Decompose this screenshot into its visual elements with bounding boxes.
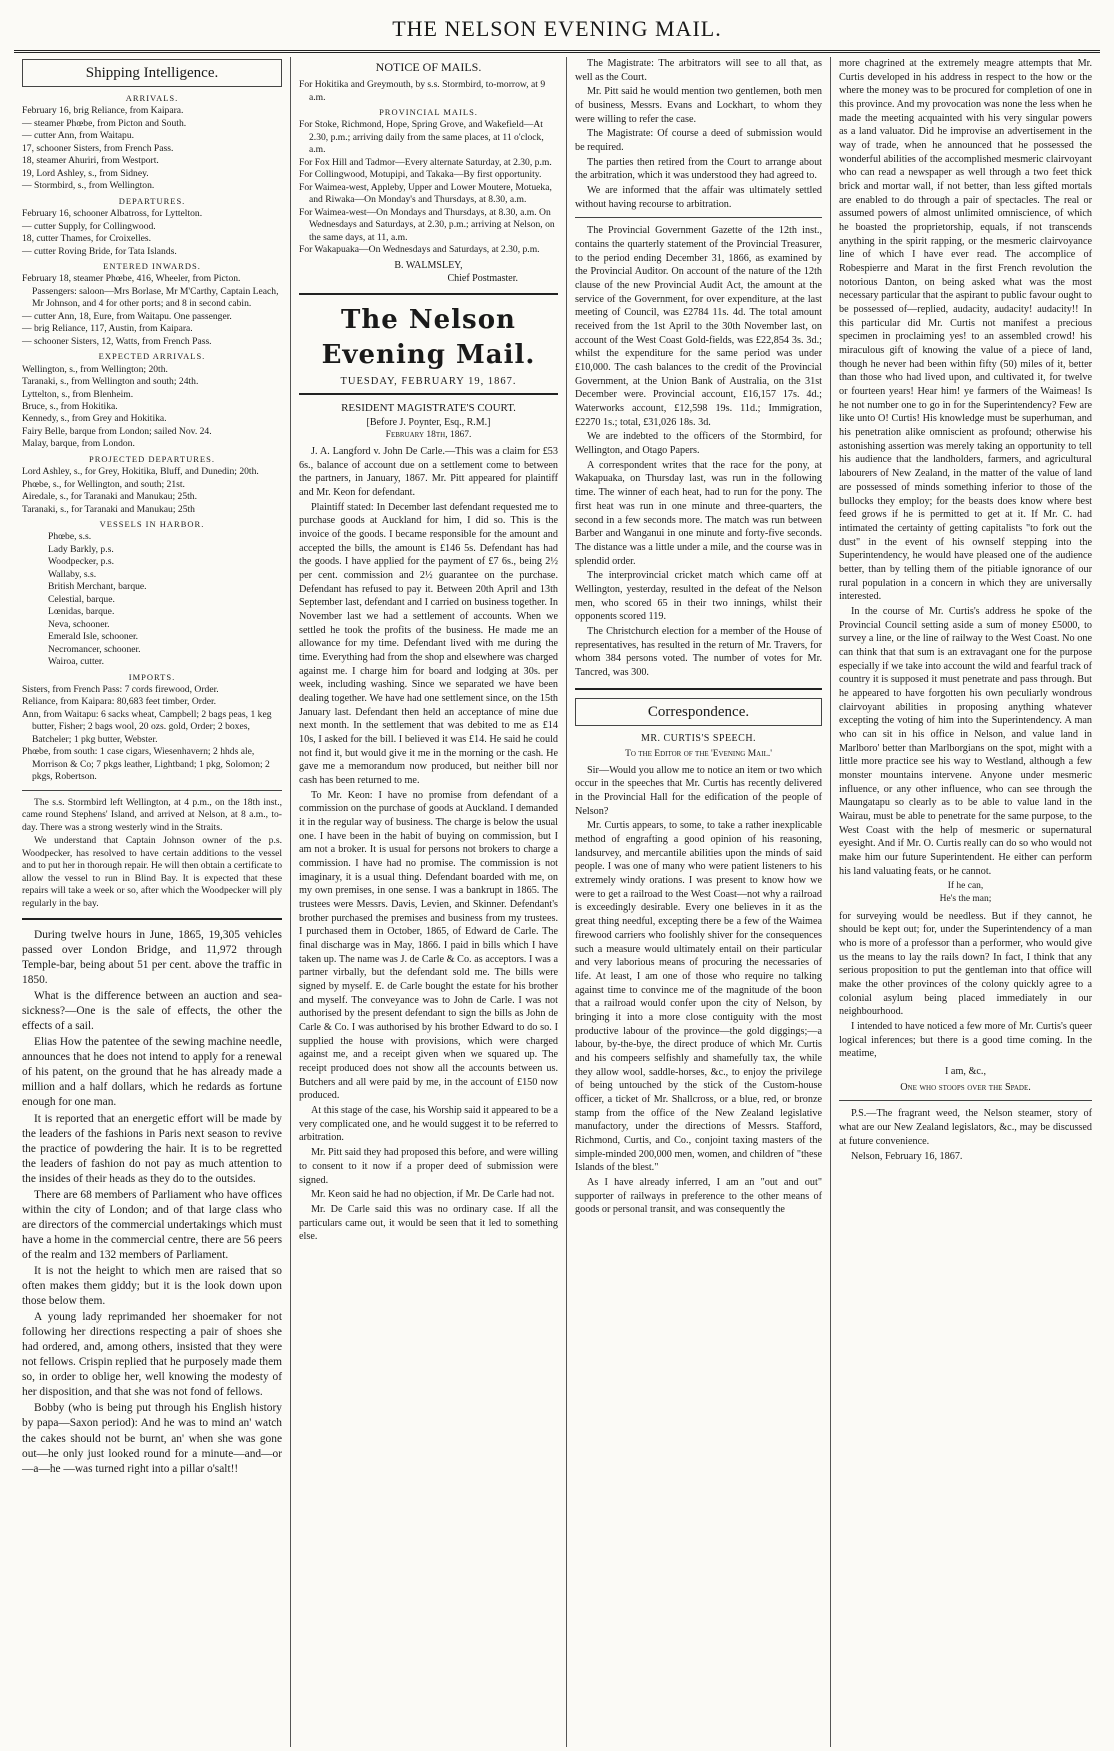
letter-paragraph: As I have already inferred, I am an "out and out" supporter of railways in preference to the other means of goods or personal transit, and was consequently the xyxy=(575,1176,822,1216)
vessels-heading: VESSELS IN HARBOR. xyxy=(99,519,205,530)
paper-title: The Nelson Evening Mail. xyxy=(321,305,536,371)
court-paragraph: The Magistrate: The arbitrators will see to all that, as well as the Court. xyxy=(575,58,822,83)
divider xyxy=(839,1100,1092,1101)
postscript: P.S.—The fragrant weed, the Nelson steamer, story of what are our New Zealand legislators, &c., may be discussed at future convenience. xyxy=(839,1108,1092,1147)
list-item: British Merchant, barque. xyxy=(48,581,147,593)
notice-intro: For Hokitika and Greymouth, by s.s. Stormbird, to-morrow, at 9 a.m. xyxy=(299,79,546,103)
arrivals-list xyxy=(22,105,282,192)
list-item: Wairoa, cutter. xyxy=(48,656,104,668)
court-paragraph: Mr. Keon said he had no objection, if Mr. De Carle had not. xyxy=(311,1189,555,1201)
provincial-heading: PROVINCIAL MAILS. xyxy=(379,107,478,118)
list-item: 19, Lord Ashley, s., from Sidney. xyxy=(22,167,149,179)
issue-date: TUESDAY, FEBRUARY 19, 1867. xyxy=(340,375,517,387)
list-item: Phœbe, s.s. xyxy=(48,531,92,543)
list-item: Fairy Belle, barque from London; sailed Nov. 24. xyxy=(22,425,212,437)
divider xyxy=(299,393,558,395)
news-paragraph: We are indebted to the officers of the Stormbird, for Wellington, and Otago Papers. xyxy=(575,431,822,457)
list-item: Ann, from Waitapu: 6 sacks wheat, Campbell; 2 bags peas, 1 keg butter, Fisher; 2 bags wool, 20 ozs. gold, Order; 2 boxes, Batcheler; 1 pkg butter, Webster. xyxy=(22,708,272,745)
court-paragraph: Mr. De Carle said this was no ordinary case. If all the particulars came out, it would be seen that it led to something else. xyxy=(299,1203,558,1243)
divider xyxy=(299,293,558,295)
list-item: Lœnidas, barque. xyxy=(48,606,115,618)
list-item: Bruce, s., from Hokitika. xyxy=(22,400,118,412)
court-paragraph: The parties then retired from the Court to arrange about the arbitration, which it was understood they had agreed to. xyxy=(575,156,822,182)
mail-item: For Collingwood, Motupipi, and Takaka—By first opportunity. xyxy=(299,169,542,181)
letter-paragraph: Sir—Would you allow me to notice an item or two which occur in the speeches that Mr. Curtis has recently delivered in the Provincial Hall for the edification of the people of Nelson? xyxy=(575,764,822,817)
list-item: Lord Ashley, s., for Grey, Hokitika, Bluff, and Dunedin; 20th. xyxy=(22,466,259,478)
masthead-rule xyxy=(14,50,1100,53)
list-item: Woodpecker, p.s. xyxy=(48,556,114,568)
mail-item: For Fox Hill and Tadmor—Every alternate Saturday, at 2.30, p.m. xyxy=(299,156,552,168)
list-item: Neva, schooner. xyxy=(48,618,110,630)
misc-paragraph: It is reported that an energetic effort will be made by the leaders of the fashions in Paris next season to revive the practice of powdering the hair. It is to be regretted the leaders of fashion do not pay as much attention to the insides of their heads as they do to the outsides. xyxy=(22,1112,282,1185)
misc-paragraph: There are 68 members of Parliament who have offices within the city of London; and of that large class who are directors of the commercial undertakings which must have a home in the commercial centre, there are 56 peers of the realm and 132 members of Parliament. xyxy=(22,1188,282,1261)
list-item: Emerald Isle, schooner. xyxy=(48,631,139,643)
list-item: — brig Reliance, 117, Austin, from Kaipara. xyxy=(22,323,193,335)
list-item: Lady Barkly, p.s. xyxy=(48,543,114,555)
list-item: Taranaki, s., from Wellington and south; 24th. xyxy=(22,376,199,388)
court-paragraph: Mr. Pitt said they had proposed this before, and were willing to consent to it now if a proper deed of submission were signed. xyxy=(299,1147,558,1186)
list-item: Taranaki, s., for Taranaki and Manukau; 25th xyxy=(22,503,195,515)
closing: I am, &c., xyxy=(944,1066,987,1078)
letter-paragraph: Mr. Curtis appears, to some, to take a rather inexplicable method of engrafting a good opinion of his reasoning, landsurvey, and mercantile abilities upon the minds of said people. I was one of many who were patient listeners to his extremely windy orations. I was present to know how we were to get a railroad to the West Coast—not why a railroad is exceedingly desirable. Every one believes in it as the great thing needful, excepting there be a few of the Waimea firewood carriers who foolishly shiver for the consequences such a measure would ultimately entail on their particular and very laborious means of procuring the necessaries of life. At least, I am one of those who require no talking against time to convince me of the magnitude of the boon that a railroad would confer upon the city of Nelson, by bringing it into a more close contiguity with the most productive labour of the province—the gold diggings;—a labour, by-the-bye, the direct produce of which Mr. Curtis and his compeers selfishly and shamefully tax, the while they allow wool, saddle-horses, &c., to enjoy the privilege of being untouched by the stick of the Custom-house officer, a ticket of Mr. Shallcross, or a blue, red, or bronze stamp from the office of the New Zealand legislative manufactory, under the directions of Messrs. Stafford, Richmond, Curtis, and Co., conjoint taxing masters of the simple-minded 200,000 men, women, and children of "these Islands of the blest." xyxy=(575,820,822,1174)
letter-paragraph: In the course of Mr. Curtis's address he spoke of the Provincial Council setting aside a sum of money £5000, to survey a line, or the line of railway to the West Coast. No one can think that that sum is an extravagant one for the purpose especially if we take into account the wild and fearful track of country it is supposed it must penetrate and pass through. But he appeared to have forgotten his own peculiarly wondrous clairvoyant abilities in proposing anything whatever excepting the voting of him into the Superintendency. A man who can sit in his office in Nelson, and value land in Marlboro' better than Marlborgians on the spot, might with a little more practice see his way to Westland, although a few monster mountains intervene. Anyone under mesmeric influence, or any other influence, who can see through the Maungatapu so clearly as to be able to value land in the Wairau, must be able to penetrate for the same purpose, to the West Coast with the help of mesmeric or supernatural eyesight. And if Mr. O. Curtis really can do so who would not make him our future Superintendent. He either can perform his land valuating feats, or he cannot. xyxy=(839,605,1092,877)
column-4 xyxy=(830,57,1100,1747)
list-item: — schooner Sisters, 12, Watts, from French Pass. xyxy=(22,335,212,347)
list-item: — cutter Ann, 18, Eure, from Waitapu. One passenger. xyxy=(22,310,232,322)
place-date: Nelson, February 16, 1867. xyxy=(851,1150,963,1162)
court-before: [Before J. Poynter, Esq., R.M.] xyxy=(366,416,491,428)
divider xyxy=(575,217,822,218)
list-item: Necromancer, schooner. xyxy=(48,643,141,655)
verse-line: He's the man; xyxy=(939,894,992,905)
misc-paragraph: Elias How the patentee of the sewing machine needle, announces that he does not intend to apply for a renewal of his patent, on the ground that he has already made a million and a half dollars, which he redards as fortune enough for one man. xyxy=(22,1036,282,1109)
list-item: Airedale, s., for Taranaki and Manukau; 25th. xyxy=(22,491,197,503)
letter-paragraph: I intended to have noticed a few more of Mr. Curtis's queer logical inferences; but there is a good time coming. In the meatime, xyxy=(839,1021,1092,1060)
divider xyxy=(22,790,282,791)
list-item: 18, cutter Thames, for Croixelles. xyxy=(22,233,152,245)
misc-paragraph: Bobby (who is being put through his English history by papa—Saxon period): And he was to mind an' watch the cakes should not be burnt, an' when she was gone out—he only just looked round for a minute—and—or—a—he —was turned right into a pillar o'salt!! xyxy=(22,1402,282,1475)
imports-heading: IMPORTS. xyxy=(128,671,176,682)
signature-title: Chief Postmaster. xyxy=(447,272,518,284)
imports-list xyxy=(22,684,282,784)
correspondence-title: Correspondence. xyxy=(575,698,822,726)
list-item: — cutter Ann, from Waitapu. xyxy=(22,130,135,142)
projected-heading: PROJECTED DEPARTURES. xyxy=(89,453,215,464)
court-paragraph: The Magistrate: Of course a deed of submission would be required. xyxy=(575,128,822,154)
list-item: 17, schooner Sisters, from French Pass. xyxy=(22,142,174,154)
news-paragraph: The Provincial Government Gazette of the 12th inst., contains the quarterly statement of the Provincial Treasurer, to the period ending December 31, 1866, as examined by the Provincial Auditor. On account of the nature of the 12th clause of the new Provincial Audit Act, the amount at the service of the Government, for over expenditure, at the last meeting of Council, was £2784 11s. 4d. The total amount received from the 1st April to the 30th November last, on account of the West Coast Gold-fields, was £22,854 3s. 3d.; whilst the expenditure for the same period was under £10,000. The cash balances to the credit of the Provincial Government, at the Union Bank of Australia, on the 31st December were. Provincial account, £16,157 17s. 4d.; Waterworks account, £12,598 19s. 11d.; Immigration, £2270 1s.; total, £31,026 18s. 3d. xyxy=(575,225,822,428)
list-item: February 16, schooner Albatross, for Lyttelton. xyxy=(22,208,203,220)
divider xyxy=(575,688,822,690)
shipping-title: Shipping Intelligence. xyxy=(22,59,282,87)
arrivals-heading: ARRIVALS. xyxy=(125,93,179,104)
list-item: — Stormbird, s., from Wellington. xyxy=(22,180,155,192)
notice-title: NOTICE OF MAILS. xyxy=(375,60,482,74)
vessels-list xyxy=(22,531,282,668)
expected-heading: EXPECTED ARRIVALS. xyxy=(98,351,206,362)
signoff: One who stoops over the Spade. xyxy=(900,1081,1031,1093)
court-paragraph: To Mr. Keon: I have no promise from defendant of a commission on the purchase of goods at Auckland. I demanded it in the regular way of business. The charge is below the usual one. I have been in the habit of buying on commission, but I am not a broker. It is usual for persons not brokers to charge a commission. I have had no promise. The commission is not imaginary, it is a usual thing. Defendant boarded with me, on my own premises, in one sense. I was a bankrupt in 1865. The trustees were Messrs. Davis, Levien, and Skinner. Defendant's brother purchased the premises and business from my trustees. I purchased them in October, 1865, of Edward de Carle. The final discharge was in May, 1866. I paid in bills which I have taken up. The name was J. de Carle & Co. as acceptors. I was a partner virbally, but the defendant sold me. The bills were signed by myself. E. de Carle bought the estate for his brother and myself. The conveyance was to John de Carle. I was not authorised by the present defendant to sign the bills as John de Carle & Co. I was authorised by his brother Edward to do so. I supplied the house with provisions, which were charged against me, and a receipt given when we squared up. The receipt produced does not show all the accounts between us. Butchers and all were paid by me, in the account of £150 now produced. xyxy=(299,789,558,1102)
list-item: Phœbe, s., for Wellington, and south; 21st. xyxy=(22,478,185,490)
court-title: RESIDENT MAGISTRATE'S COURT. xyxy=(341,402,516,415)
columns xyxy=(14,57,1100,1747)
list-item: Celestial, barque. xyxy=(48,593,115,605)
column-2 xyxy=(290,57,566,1747)
letter-paragraph: more chagrined at the extremely meagre attempts that Mr. Curtis developed in his address in respect to the how or the where the money was to be procured for completion of one in this province. And my provocation was none the less when he made the meeting acquainted with his very singular powers as a land valuator. Did he improvise an advertisement in the way of trade, when he announced that he possessed the wonderful abilities of the accomplished mesmeric clairvoyant who can read a newspaper as well through a two feet thick brick and mortar wall, if not better, than less gifted mortals are enabled to do through a pair of spectacles. The real or assumed powers of almost unlimited omniscience, of which he boasted the proprietorship, equals, if not transcends anything in the spirit rapping, or the mesmeric clairvoyance line of which I have ever read. The accomplice of Robespierre and Marat in the first French revolution the notorious Danton, on being asked what was the most necessary particular that the aspirant to public favour ought to be possessed of—replied, audacity, audacity! audacity!! In this particular did Mr. Curtis not manifest a precious specimen in proclaiming yes! to an assembled crowd! his miraculous gift of knowing the value of a piece of land, though he never had been within fifty (50) miles of it, better than those who had lived upon, and cultivated it, for twelve or fourteen years! Hear him! ye farmers of the Waimeas! Is he not number one to go in for the Superintendency? Few are like unto O! Curtis! His knowledge must be superhuman, and his penetration alike omniscient as profound; otherwise his astonishing assertion was merely taking an opportunity to tell his audience that the landholders, farmers, and agricultural labourers of New Zealand, in the matter of the value of land are possessed of minds something inferior to those of the bullocks they employ; for the beasts does know where best feed grows if he is permitted to get at it. If Mr. C. had intimated the certainty of getting capitalists "to fork out the dust" in the event of his ownself stepping into the Superintendency, he would have pleased one of the audience better, than by telling them of the pitiable ignorance of our rural population in a concern in which they are universally interested. xyxy=(839,58,1092,603)
list-item: Kennedy, s., from Grey and Hokitika. xyxy=(22,413,167,425)
mail-item: For Waimea-west—On Mondays and Thursdays, at 8.30, a.m. On Wednesdays and Saturdays, at 2.30, p.m.; arriving at Nelson, on the same days, at 11, a.m. xyxy=(299,206,555,243)
news-paragraph: The interprovincial cricket match which came off at Wellington, yesterday, resulted in the defeat of the Nelson men, who scored 65 in their two innings, whilst their opponents scored 119. xyxy=(575,570,822,623)
news-paragraph: The Christchurch election for a member of the House of representatives, has resulted in the return of Mr. Travers, for whom 384 persons voted. The number of votes for Mr. Tancred, was 300. xyxy=(575,625,822,678)
column-1 xyxy=(14,57,290,1747)
news-paragraph: We understand that Captain Johnson owner of the p.s. Woodpecker, has resolved to have certain additions to the vessel and to put her in thorough repair. He will then obtain a certificate to allow the vessel to run in Blind Bay. It is expected that these repairs will take a week or so, after which the Woodpecker will ply regularly in the bay. xyxy=(22,835,283,909)
entered-list xyxy=(22,273,282,348)
list-item: Reliance, from Kaipara: 80,683 feet timber, Order. xyxy=(22,696,217,708)
verse-line: If he can, xyxy=(947,881,984,892)
court-paragraph: J. A. Langford v. John De Carle.—This was a claim for £53 6s., balance of account due on a settlement come to between the partners, in January, 1867. Mr. Pitt appeared for plaintiff and Mr. Keon for defendant. xyxy=(299,445,558,498)
signature-name: B. WALMSLEY, xyxy=(394,259,463,271)
column-3 xyxy=(566,57,830,1747)
expected-list xyxy=(22,364,282,451)
court-paragraph: Plaintiff stated: In December last defendant requested me to purchase goods at Auckland for him, I did so. This is the invoice of the goods. I became responsible for the amount and accepted the bills, the amount is £146 5s. Defendant has had the goods. I have applied for the payment of £7 6s., being 2½ per cent. commission and 2½ guarantee on the purchase. Defendant has refused to pay it. Between 20th April and 13th September last, defendant and I carried on business together. In November last we had a settlement of accounts. When we settled he took the profits of the business. He made me an allowance for my time. Defendant lived with me during the time. Everything had from the shop and elsewhere was charged against me. I charge him for board and lodging at 30s. per week, including washing. Since we separated we have been dealing together. We have had one settlement since, on the 15th January last. Defendant then held an acceptance of mine due next month. In the settlement that was debited to me as £14 10s, I asked for the bill. I believed it was £14. He said he could not find it, but would give it me in the morning or the cash. He gave me a memorandum now produced, but neither bill nor cash has been returned to me. xyxy=(299,501,558,787)
misc-paragraph: During twelve hours in June, 1865, 19,305 vehicles passed over London Bridge, and 11,972 through Temple-bar, being about 51 per cent. above the traffic in 1850. xyxy=(22,928,282,987)
mail-item: For Stoke, Richmond, Hope, Spring Grove, and Wakefield—At 2.30, p.m.; arriving daily from the same places, at 11 o'clock, a.m. xyxy=(299,119,544,156)
list-item: February 18, steamer Phœbe, 416, Wheeler, from Picton. Passengers: saloon—Mrs Borlase, Mr M'Carthy, Captain Leach, Mr Johnson, and 4 for other ports; and 8 in second cabin. xyxy=(22,273,279,310)
court-date: February 18th, 1867. xyxy=(385,430,472,441)
entered-heading: ENTERED INWARDS. xyxy=(103,261,201,271)
list-item: February 16, brig Reliance, from Kaipara. xyxy=(22,105,184,117)
to-editor: To the Editor of the 'Evening Mail.' xyxy=(625,749,772,760)
misc-paragraph: It is not the height to which men are raised that so often makes them giddy; but it is the look down upon those below them. xyxy=(22,1265,282,1308)
news-paragraph: The s.s. Stormbird left Wellington, at 4 p.m., on the 18th inst., came round Stephens' Island, and arrived at Nelson, at 8 a.m., to-day. There was a strong westerly wind in the Straits. xyxy=(22,796,282,833)
verse xyxy=(839,880,1092,905)
list-item: Sisters, from French Pass: 7 cords firewood, Order. xyxy=(22,684,219,695)
list-item: Malay, barque, from London. xyxy=(22,438,135,450)
mail-item: For Waimea-west, Appleby, Upper and Lower Moutere, Motueka, and Riwaka—On Monday's and Thursdays, at 8.30, a.m. xyxy=(299,181,552,206)
list-item: — cutter Supply, for Collingwood. xyxy=(22,220,156,232)
speech-title: MR. CURTIS'S SPEECH. xyxy=(640,732,757,744)
list-item: 18, steamer Ahuriri, from Westport. xyxy=(22,155,159,167)
court-paragraph: We are informed that the affair was ultimately settled without having recourse to arbitration. xyxy=(575,185,822,210)
news-paragraph: A correspondent writes that the race for the pony, at Wakapuaka, on Thursday last, was run in the following time. The winner of each heat, had to run for the pony. The first heat was run in one minute and three-quarters, the second in a few seconds more. The match was run between Barber and Wanganui in one minute and forty-five seconds. The distance was a little under a mile, and the course was in splendid order. xyxy=(575,459,822,567)
list-item: Lyttelton, s., from Blenheim. xyxy=(22,388,134,400)
divider xyxy=(22,918,282,920)
letter-paragraph: for surveying would be needless. But if they cannot, he should be kept out; for, under the Superintendency of a man who is more of a professor than a performer, who would give us the means to lay the rails down? In fact, I think that any serious proposition to put the gentleman into that office will make the other provinces of the colony quickly agree to a colonial asylum being placed immediately in our neighbourhood. xyxy=(839,910,1092,1018)
projected-list xyxy=(22,466,282,516)
departures-list xyxy=(22,208,282,258)
misc-paragraph: What is the difference between an auction and sea-sickness?—One is the sale of effects, the other the effects of a sail. xyxy=(22,990,282,1033)
page-masthead: THE NELSON EVENING MAIL. xyxy=(392,16,722,41)
mail-item: For Wakapuaka—On Wednesdays and Saturdays, at 2.30, p.m. xyxy=(299,244,540,256)
list-item: Wallaby, s.s. xyxy=(48,568,97,580)
list-item: — steamer Phœbe, from Picton and South. xyxy=(22,117,187,129)
departures-heading: DEPARTURES. xyxy=(118,195,186,206)
court-paragraph: Mr. Pitt said he would mention two gentlemen, both men of business, Messrs. Evans and Lockhart, to whom they were willing to refer the case. xyxy=(575,86,822,125)
list-item: — cutter Roving Bride, for Tata Islands. xyxy=(22,245,177,257)
court-paragraph: At this stage of the case, his Worship said it appeared to be a very complicated one, and he would suggest it to be referred to arbitration. xyxy=(299,1105,558,1144)
list-item: Wellington, s., from Wellington; 20th. xyxy=(22,363,168,375)
misc-paragraph: A young lady reprimanded her shoemaker for not following her directions respecting a pair of shoes she had ordered, and, among others, insisted that they were not fellows. Crispin replied that he purposely made them so, in order to oblige her, well knowing the modesty of her disposition, and that she was not fond of fellows. xyxy=(22,1311,282,1399)
list-item: Phœbe, from south: 1 case cigars, Wiesenhavern; 2 hhds ale, Morrison & Co; 7 pkgs leather, Lightband; 1 pkg, Solomon; 2 pkgs, Robertson. xyxy=(22,746,270,783)
